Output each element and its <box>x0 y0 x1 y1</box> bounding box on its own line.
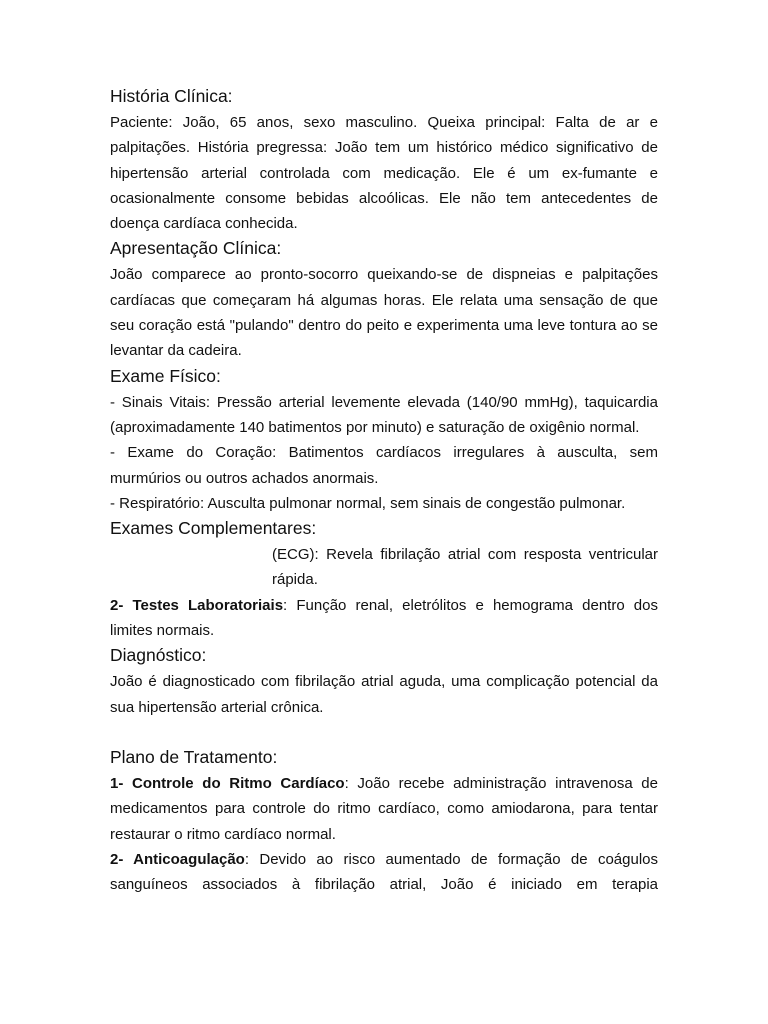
historia-clinica-text: Paciente: João, 65 anos, sexo masculino. Queixa principal: Falta de ar e palpitações. História pregressa: João tem um histórico médico significativo de hipertensão arterial controlada com medicação. Ele é um ex-fumante e ocasionalmente consome bebidas alcoólicas. Ele não tem antecedentes de doença cardíaca conhecida. <box>110 114 658 233</box>
historia-clinica-heading: História Clínica: <box>110 86 233 106</box>
exame-fisico-item-coracao: - Exame do Coração: Batimentos cardíacos irregulares à ausculta, sem murmúrios ou outros achados anormais. <box>110 444 658 487</box>
plano-item-anticoagulacao <box>110 847 658 898</box>
exame-fisico-heading: Exame Físico: <box>110 365 221 386</box>
apresentacao-clinica-text: João comparece ao pronto-socorro queixando-se de dispneias e palpitações cardíacas que começaram há algumas horas. Ele relata uma sensação de que seu coração está "pulando" dentro do peito e experimenta uma leve tontura ao se levantar da cadeira. <box>110 266 658 360</box>
plano-item-ritmo-detail: : João recebe administração intravenosa de medicamentos para controle do ritmo cardíaco, como amiodarona, para tentar restaurar o ritmo cardíaco normal. <box>110 774 658 843</box>
document-page <box>110 84 658 897</box>
diagnostico-text: João é diagnosticado com fibrilação atrial aguda, uma complicação potencial da sua hipertensão arterial crônica. <box>110 673 658 716</box>
plano-item-ritmo-label: 1- Controle do Ritmo Cardíaco <box>110 774 345 792</box>
diagnostico-heading: Diagnóstico: <box>110 645 207 666</box>
exame-laboratorial-label: 2- Testes Laboratoriais <box>110 596 284 614</box>
exames-complementares-heading: Exames Complementares: <box>110 518 317 539</box>
exame-laboratorial-text <box>110 593 658 644</box>
exame-ecg-text: (ECG): Revela fibrilação atrial com resposta ventricular rápida. <box>272 546 658 589</box>
plano-tratamento-heading: Plano de Tratamento: <box>110 746 278 767</box>
apresentacao-clinica-heading: Apresentação Clínica: <box>110 238 282 259</box>
exame-fisico-item-respiratorio: - Respiratório: Ausculta pulmonar normal, sem sinais de congestão pulmonar. <box>110 494 626 512</box>
section-spacer <box>110 720 658 745</box>
plano-item-anticoagulacao-label: 2- Anticoagulação <box>110 850 245 868</box>
exame-laboratorial-detail: : Função renal, eletrólitos e hemograma dentro dos limites normais. <box>110 596 658 640</box>
exame-fisico-item-sinais-vitais: - Sinais Vitais: Pressão arterial levemente elevada (140/90 mmHg), taquicardia (aproximadamente 140 batimentos por minuto) e saturação de oxigênio normal. <box>110 393 658 436</box>
plano-item-ritmo <box>110 771 658 847</box>
plano-item-anticoagulacao-detail: : Devido ao risco aumentado de formação de coágulos sanguíneos associados à fibrilação atrial, João é iniciado em terapia <box>110 850 658 894</box>
